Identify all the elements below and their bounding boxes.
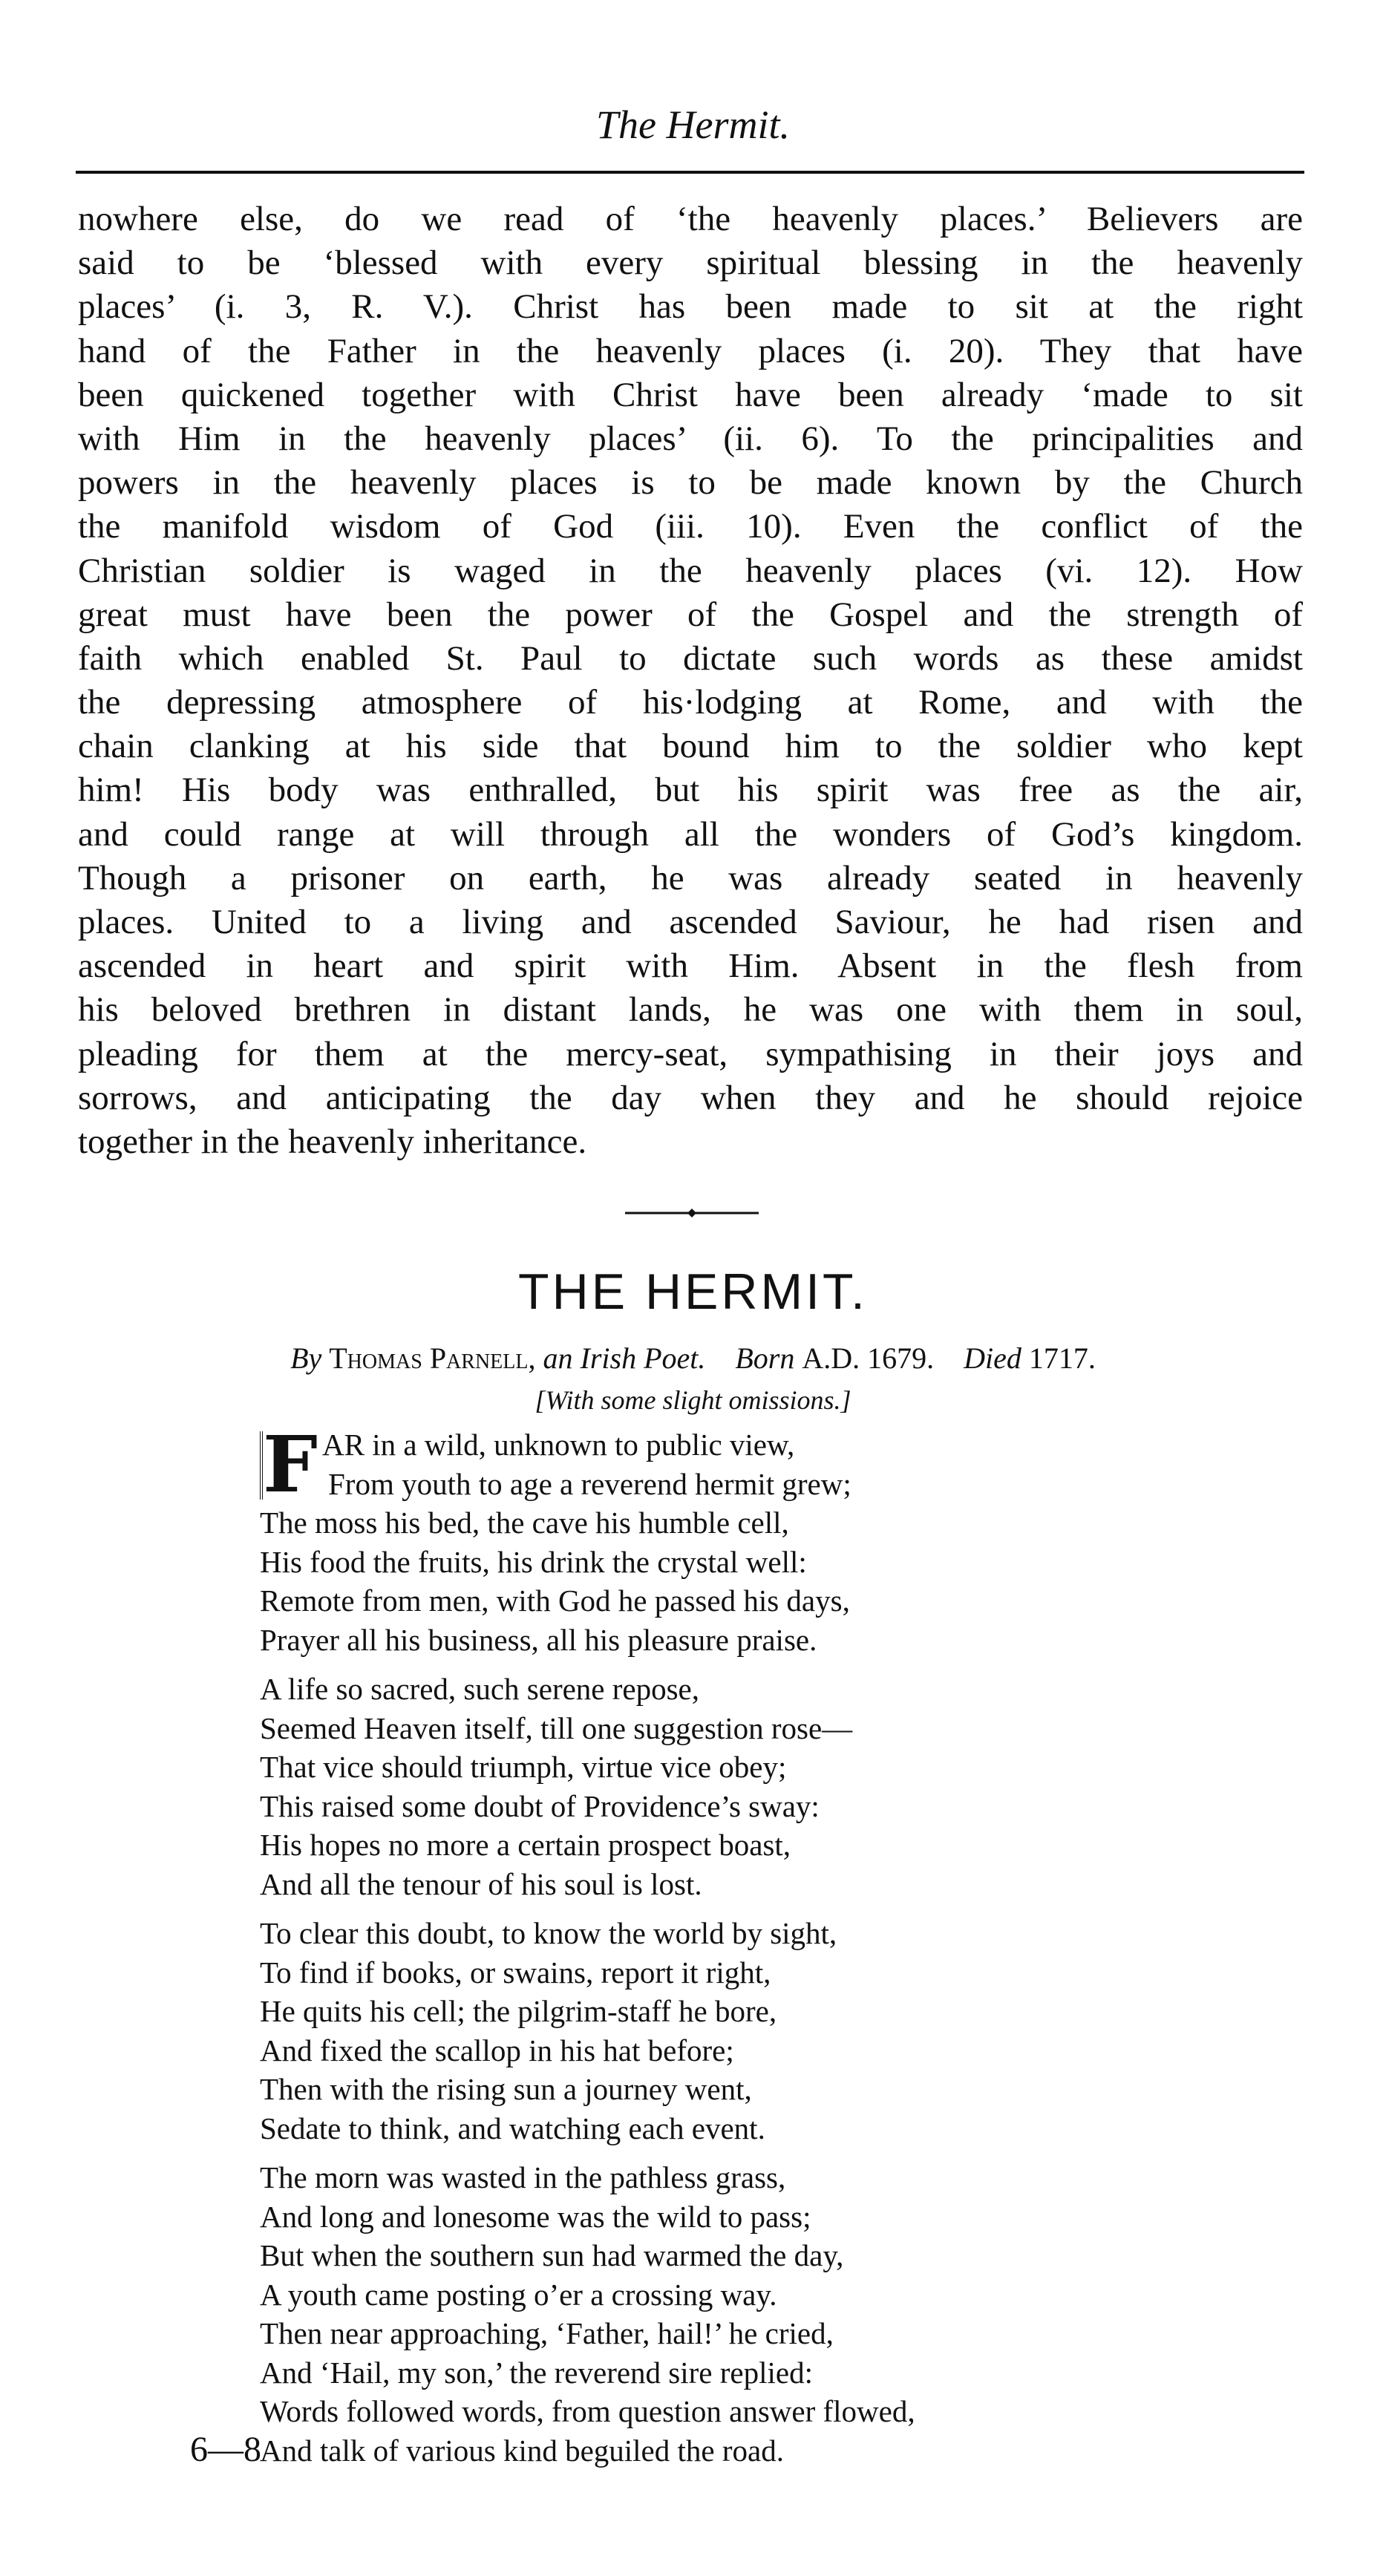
poem-title: THE HERMIT. [518,1264,868,1320]
prose-line: great must have been the power of the Gospel and the strength of [78,595,1303,634]
editorial-note: [With some slight omissions.] [535,1385,851,1415]
poem-line: Sedate to think, and watching each event. [260,2111,765,2145]
poem-line: To find if books, or swains, report it right, [260,1955,771,1990]
running-head: The Hermit. [596,102,790,147]
poem-line: And ‘Hail, my son,’ the reverend sire replied: [260,2355,813,2390]
prose-line: Christian soldier is waged in the heavenly places (vi. 12). How [78,551,1303,590]
poem-line: Then near approaching, ‘Father, hail!’ he cried, [260,2316,834,2350]
byline-born-label: Born [735,1341,795,1375]
byline-by: By [290,1341,322,1375]
poem-line: A life so sacred, such serene repose, [260,1672,699,1706]
byline-desc: an Irish Poet. [543,1341,706,1375]
poem-line: And long and lonesome was the wild to pass; [260,2199,811,2234]
poem-line: But when the southern sun had warmed the day, [260,2238,844,2272]
prose-line: places’ (i. 3, R. V.). Christ has been made to sit at the right [78,287,1303,327]
byline-born-year: A.D. 1679. [802,1341,935,1375]
prose-line: powers in the heavenly places is to be made known by the Church [78,463,1303,503]
poem-stanza [260,1670,1336,1903]
prose-line: the depressing atmosphere of his·lodging at Rome, and with the [78,683,1303,722]
poem-line: And fixed the scallop in his hat before; [260,2033,734,2067]
poem-body [260,1419,1336,2480]
poem-line: Remote from men, with God he passed his days, [260,1583,850,1618]
poem-line: A youth came posting o’er a crossing way. [260,2277,777,2312]
prose-line: sorrows, and anticipating the day when they and he should rejoice [78,1078,1303,1117]
page-folio: 6—8 [190,2430,261,2469]
prose-line: places. United to a living and ascended Saviour, he had risen and [78,903,1303,941]
poem-line: From youth to age a reverend hermit grew; [328,1466,851,1501]
poem-line: AR in a wild, unknown to public view, [322,1428,795,1462]
poem-stanza [260,1914,1336,2148]
poem-line: This raised some doubt of Providence’s sway: [260,1788,820,1823]
poem-line: He quits his cell; the pilgrim-staff he bore, [260,1994,777,2028]
prose-line: hand of the Father in the heavenly places (i. 20). They that have [78,331,1303,370]
prose-line: pleading for them at the mercy-seat, sympathising in their joys and [78,1034,1303,1073]
byline-author: Thomas Parnell, [329,1341,536,1375]
prose-line: been quickened together with Christ have been already ‘made to sit [78,375,1303,414]
prose-line: with Him in the heavenly places’ (ii. 6). To the principalities and [78,419,1303,458]
section-ornament [625,1207,759,1219]
prose-line: chain clanking at his side that bound him to the soldier who kept [78,727,1303,766]
poem-line: To clear this doubt, to know the world by sight, [260,1916,837,1950]
poem-line: Then with the rising sun a journey went, [260,2072,752,2106]
prose-line: his beloved brethren in distant lands, he was one with them in soul, [78,990,1303,1030]
poem-stanza [260,1419,1336,1659]
poem-line: And all the tenour of his soul is lost. [260,1866,702,1901]
prose-line: Though a prisoner on earth, he was already seated in heavenly [78,858,1303,898]
poem-line: Prayer all his business, all his pleasure praise. [260,1622,817,1657]
byline [0,1340,1386,1377]
prose-line: nowhere else, do we read of ‘the heavenly places.’ Believers are [78,200,1303,238]
prose-line: said to be ‘blessed with every spiritual blessing in the heavenly [78,243,1303,283]
poem-line: The moss his bed, the cave his humble cell, [260,1506,789,1540]
drop-cap: F [260,1431,316,1500]
prose-passage [78,197,1303,1164]
prose-line: and could range at will through all the wonders of God’s kingdom. [78,814,1303,854]
poem-line: The morn was wasted in the pathless grass, [260,2160,786,2194]
poem-stanza [260,2158,1336,2470]
prose-line: the manifold wisdom of God (iii. 10). Even the conflict of the [78,507,1303,546]
poem-line: Words followed words, from question answer flowed, [260,2394,915,2428]
prose-line: him! His body was enthralled, but his spirit was free as the air, [78,771,1303,810]
poem-line: His food the fruits, his drink the crystal well: [260,1544,807,1579]
byline-died-label: Died [964,1341,1021,1375]
poem-line: That vice should triumph, virtue vice obey; [260,1750,787,1784]
prose-line: faith which enabled St. Paul to dictate such words as these amidst [78,638,1303,678]
prose-line: together in the heavenly inheritance. [78,1122,587,1161]
poem-line: Seemed Heaven itself, till one suggestion rose— [260,1710,853,1745]
poem-line: His hopes no more a certain prospect boast, [260,1828,791,1862]
byline-died-year: 1717. [1028,1341,1096,1375]
poem-line: And talk of various kind beguiled the road. [260,2433,784,2468]
prose-line: ascended in heart and spirit with Him. Absent in the flesh from [78,947,1303,986]
header-rule [76,171,1304,174]
